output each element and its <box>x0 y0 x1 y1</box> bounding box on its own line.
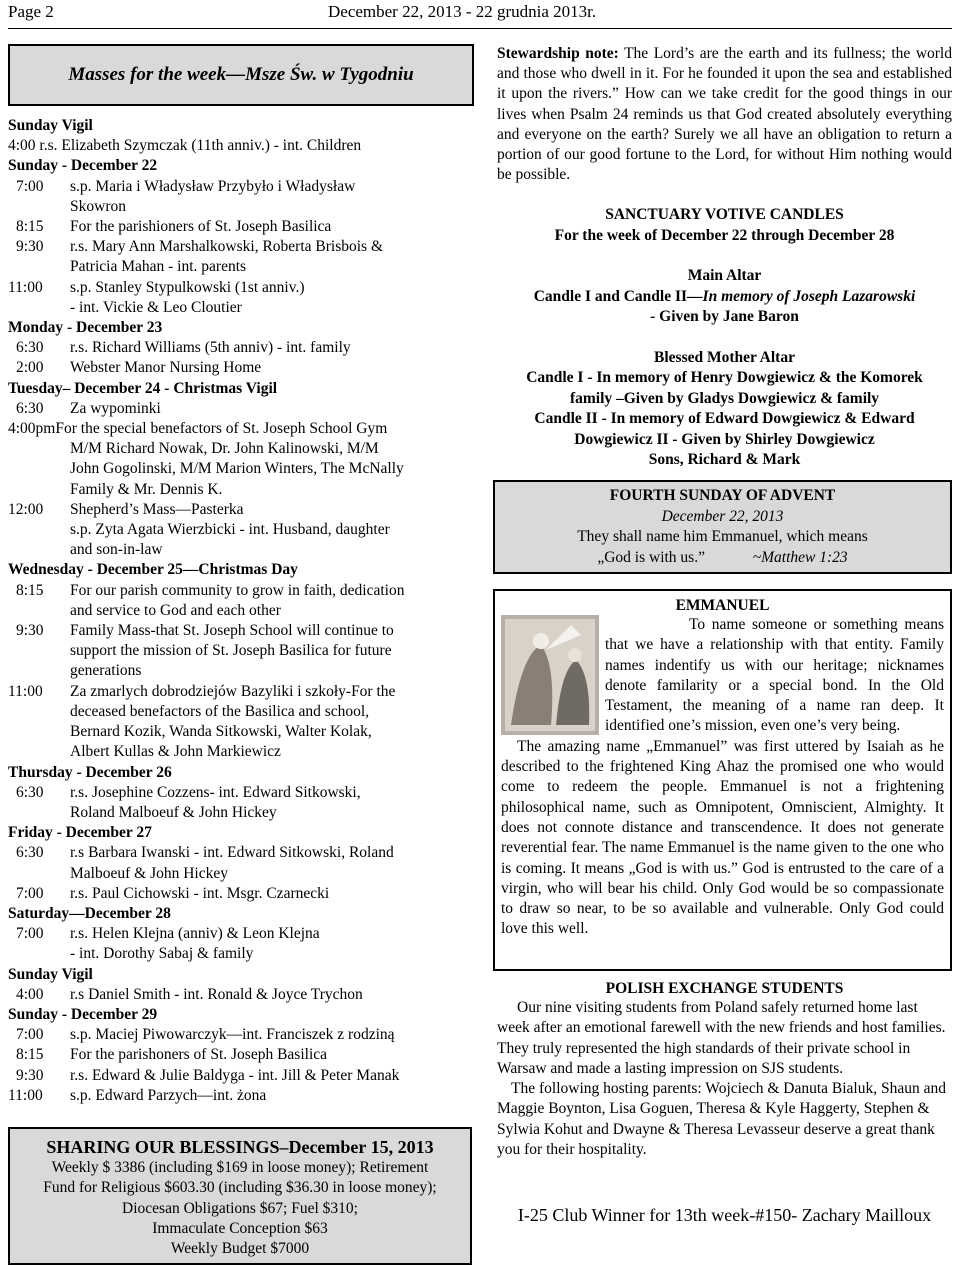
schedule-mass-row <box>8 1045 478 1065</box>
advent-date: December 22, 2013 <box>661 507 784 525</box>
schedule-day-heading: Tuesday– December 24 - Christmas Vigil <box>8 379 278 397</box>
polish-title: POLISH EXCHANGE STUDENTS <box>605 980 844 997</box>
mass-intention: For the parishioners of St. Joseph Basilica <box>70 218 332 236</box>
schedule-mass-row <box>8 581 478 601</box>
mass-intention: r.s. Richard Williams (5th anniv) - int. family <box>70 339 351 357</box>
mass-intention: Family Mass-that St. Joseph School will continue to <box>70 622 394 640</box>
schedule-continuation: generations <box>70 662 142 680</box>
blessed-line: family –Given by Gladys Dowgiewicz & family <box>569 389 880 407</box>
mass-intention: s.p. Stanley Stypulkowski (1st anniv.) <box>70 278 305 296</box>
schedule-day-heading: Monday - December 23 <box>8 319 163 337</box>
mass-intention: Za zmarlych dobrodziejów Bazyliki i szkoły-For the <box>70 682 396 700</box>
schedule-line: 4:00 r.s. Elizabeth Szymczak (11th anniv.) - int. Children <box>8 137 362 155</box>
mass-intention: r.s Daniel Smith - int. Ronald & Joyce Trychon <box>70 985 363 1003</box>
mass-time: 7:00 <box>16 1026 44 1044</box>
schedule-mass-row <box>8 338 478 358</box>
sharing-line: Fund for Religious $603.30 (including $36.30 in loose money); <box>43 1179 437 1197</box>
schedule-mass-row <box>8 1086 478 1106</box>
mass-time: 8:15 <box>16 1046 44 1064</box>
schedule-mass-row <box>8 985 478 1005</box>
blessed-line: Candle I - In memory of Henry Dowgiewicz & the Komorek <box>526 369 923 387</box>
schedule-continuation: and service to God and each other <box>70 601 281 619</box>
masses-title-box <box>8 44 474 106</box>
header-rule <box>8 28 952 29</box>
mass-intention: Shepherd’s Mass—Pasterka <box>70 500 244 518</box>
emmanuel-text-1: To name someone or something means that we have a relationship with that entity. Family names indentify us with our heritage; nicknames denote familarity or a special bond. In the Old Testament, the meaning of a name ran deep. It identified one’s mission, even one’s very being. <box>605 616 944 735</box>
votive-section <box>497 205 952 471</box>
schedule-continuation: - int. Vickie & Leo Cloutier <box>70 298 242 316</box>
schedule-mass-row <box>8 237 478 257</box>
schedule-day-heading: Thursday - December 26 <box>8 763 172 781</box>
mass-intention: r.s. Mary Ann Marshalkowski, Roberta Brisbois & <box>70 238 383 256</box>
annunciation-image <box>501 615 599 735</box>
sharing-line: Weekly Budget $7000 <box>170 1240 310 1258</box>
mass-intention: r.s. Helen Klejna (anniv) & Leon Klejna <box>70 925 320 943</box>
mass-time: 9:30 <box>16 622 44 640</box>
emmanuel-paragraph-2: The amazing name „Emmanuel” was first uttered by Isaiah as he described to the frightened King Ahaz the promised one who would come to redeem the people. Emmanuel is not a frightening philosophical name, such as Omnipotent, Omniscient, Almighty. It does not connote distance and transcendence. It does not generate reverential fear. The name Emmanuel is the name given to the one who is coming. It means „God is with us.” God is entrusted to the care of a virgin, who will bear his child. Only God would be so compassionate to draw so near, to be so available and vulnerable. Only God could love this well. <box>501 737 944 938</box>
stewardship-label: Stewardship note: <box>497 45 619 62</box>
mass-time: 8:15 <box>16 581 44 599</box>
main-altar-line <box>497 287 952 308</box>
sharing-line: Weekly $ 3386 (including $169 in loose money); Retirement <box>51 1159 429 1176</box>
mass-time: 12:00 <box>8 500 44 518</box>
mass-intention: s.p. Edward Parzych—int. żona <box>70 1086 267 1104</box>
sharing-title: SHARING OUR BLESSINGS–December 15, 2013 <box>46 1137 434 1157</box>
emmanuel-title: EMMANUEL <box>675 597 770 614</box>
schedule-continuation: Skowron <box>70 197 126 215</box>
schedule-continuation: Family & Mr. Dennis K. <box>70 480 223 498</box>
schedule-day-heading: Saturday—December 28 <box>8 904 171 922</box>
schedule-day-heading: Sunday Vigil <box>8 117 93 134</box>
mass-time: 11:00 <box>8 1086 43 1104</box>
mass-intention: r.s. Josephine Cozzens- int. Edward Sitkowski, <box>70 783 361 801</box>
schedule-mass-row <box>8 358 478 378</box>
schedule-mass-row <box>8 500 478 520</box>
left-column <box>8 44 478 1106</box>
advent-quote-line <box>495 548 950 569</box>
stewardship-text: The Lord’s are the earth and its fullness; the world and those who dwell in it. For he founded it upon the sea and established it upon the rivers.” How can we take credit for the good things in our lives when Psalm 24 reminds us that God created absolutely everything and everyone on the earth? Surely we all have an obligation to return a portion of our good fortune to the Lord, for without Him nothing would be possible. <box>497 45 952 184</box>
mass-time: 7:00 <box>16 177 44 195</box>
advent-box <box>493 480 952 574</box>
schedule-mass-row <box>8 1025 478 1045</box>
right-column <box>497 44 952 471</box>
mass-intention: For our parish community to grow in faith, dedication <box>70 581 405 599</box>
schedule-mass-row <box>8 682 478 702</box>
mass-intention: s.p. Maria i Władysław Przybyło i Władysław <box>70 177 356 195</box>
schedule-continuation: Albert Kullas & John Markiewicz <box>70 743 281 761</box>
mass-time: 9:30 <box>16 1066 44 1084</box>
mass-time: 7:00 <box>16 925 44 943</box>
mass-intention: s.p. Maciej Piwowarczyk—int. Franciszek z rodziną <box>70 1026 395 1044</box>
mass-time: 7:00 <box>16 884 44 902</box>
votive-subtitle: For the week of December 22 through December 28 <box>554 226 895 244</box>
schedule-mass-row <box>8 924 478 944</box>
schedule-continuation: Patricia Mahan - int. parents <box>70 258 247 276</box>
schedule-mass-row <box>8 1066 478 1086</box>
polish-exchange-section <box>497 980 952 1160</box>
schedule-mass-row <box>8 843 478 863</box>
main-altar-given: - Given by Jane Baron <box>650 308 799 326</box>
schedule-continuation: John Gogolinski, M/M Marion Winters, The McNally <box>70 460 404 478</box>
main-altar-memory: In memory of Joseph Lazarowski <box>702 287 916 305</box>
mass-schedule <box>8 116 478 1106</box>
emmanuel-paragraph-1 <box>495 615 950 737</box>
schedule-continuation: - int. Dorothy Sabaj & family <box>70 945 254 963</box>
schedule-continuation: M/M Richard Nowak, Dr. John Kalinowski, M/M <box>70 440 379 458</box>
votive-title: SANCTUARY VOTIVE CANDLES <box>605 206 844 224</box>
mass-time: 2:00 <box>16 359 44 377</box>
mass-intention: Webster Manor Nursing Home <box>70 359 262 377</box>
schedule-mass-row <box>8 177 478 197</box>
schedule-mass-row <box>8 621 478 641</box>
club-winner: I-25 Club Winner for 13th week-#150- Zachary Mailloux <box>517 1205 932 1225</box>
schedule-continuation: Malboeuf & John Hickey <box>70 864 228 882</box>
schedule-day-heading: Sunday - December 29 <box>8 1005 158 1023</box>
schedule-mass-row <box>8 783 478 803</box>
header-date: December 22, 2013 - 22 grudnia 2013r. <box>328 2 597 21</box>
mass-time: 8:15 <box>16 218 44 236</box>
advent-title: FOURTH SUNDAY OF ADVENT <box>609 487 836 504</box>
mass-time: 11:00 <box>8 682 43 700</box>
mass-intention: For the parishoners of St. Joseph Basilica <box>70 1046 328 1064</box>
schedule-continuation: Roland Malboeuf & John Hickey <box>70 803 277 821</box>
page-number: Page 2 <box>8 2 54 21</box>
sharing-line: Diocesan Obligations $67; Fuel $310; <box>122 1199 358 1217</box>
blessed-line: Dowgiewicz II - Given by Shirley Dowgiewicz <box>574 430 875 448</box>
advent-quote: „God is with us.” <box>597 548 705 566</box>
blessed-line: Sons, Richard & Mark <box>648 451 801 469</box>
sharing-line: Immaculate Conception $63 <box>152 1219 328 1237</box>
schedule-day-heading: Friday - December 27 <box>8 824 152 842</box>
mass-intention: Za wypominki <box>70 399 161 417</box>
mass-intention: r.s. Edward & Julie Baldyga - int. Jill & Peter Manak <box>70 1066 400 1084</box>
stewardship-note <box>497 44 952 185</box>
emmanuel-box <box>493 589 952 971</box>
mass-time: 6:30 <box>16 844 44 862</box>
schedule-continuation: and son-in-law <box>70 541 163 559</box>
schedule-mass-row <box>8 399 478 419</box>
schedule-continuation: support the mission of St. Joseph Basilica for future <box>70 642 392 660</box>
schedule-line: 4:00pmFor the special benefactors of St. Joseph School Gym <box>8 420 388 438</box>
mass-intention: r.s Barbara Iwanski - int. Edward Sitkowski, Roland <box>70 844 394 862</box>
mass-time: 6:30 <box>16 783 44 801</box>
polish-paragraph-2: The following hosting parents: Wojciech & Danuta Bialuk, Shaun and Maggie Boynton, Lisa Goguen, Theresa & Kyle Haggerty, Stephen & Sylwia Kohut and Dwayne & Theresa Levasseur deserve a great thank you for their hospitality. <box>497 1080 946 1159</box>
page-header <box>8 2 952 26</box>
mass-intention: r.s. Paul Cichowski - int. Msgr. Czarnecki <box>70 884 330 902</box>
main-altar-candles: Candle I and Candle II— <box>533 287 703 305</box>
schedule-continuation: deceased benefactors of the Basilica and school, <box>70 702 370 720</box>
polish-paragraph-1: Our nine visiting students from Poland safely returned home last week after an emotional farewell with the new friends and host families. They truly represented the high standards of their private school in Warsaw and made a lasting impression on SJS students. <box>497 999 946 1077</box>
mass-time: 4:00 <box>16 985 44 1003</box>
schedule-mass-row <box>8 217 478 237</box>
advent-verse: They shall name him Emmanuel, which means <box>577 528 868 545</box>
advent-citation: ~Matthew 1:23 <box>752 548 848 566</box>
mass-time: 9:30 <box>16 238 44 256</box>
schedule-mass-row <box>8 278 478 298</box>
schedule-mass-row <box>8 884 478 904</box>
schedule-continuation: Bernard Kozik, Wanda Sitkowski, Walter Kolak, <box>70 723 372 741</box>
schedule-day-heading: Sunday - December 22 <box>8 157 158 175</box>
mass-time: 6:30 <box>16 399 44 417</box>
schedule-continuation: s.p. Zyta Agata Wierzbicki - int. Husband, daughter <box>70 521 390 539</box>
mass-time: 6:30 <box>16 339 44 357</box>
schedule-day-heading: Sunday Vigil <box>8 965 93 983</box>
main-altar-heading: Main Altar <box>687 267 762 285</box>
masses-title: Masses for the week—Msze Św. w Tygodniu <box>68 64 414 85</box>
mass-time: 11:00 <box>8 278 43 296</box>
blessed-line: Candle II - In memory of Edward Dowgiewicz & Edward <box>534 410 915 428</box>
sharing-blessings-box <box>8 1127 472 1265</box>
blessed-mother-heading: Blessed Mother Altar <box>654 348 795 366</box>
schedule-day-heading: Wednesday - December 25—Christmas Day <box>8 561 298 579</box>
